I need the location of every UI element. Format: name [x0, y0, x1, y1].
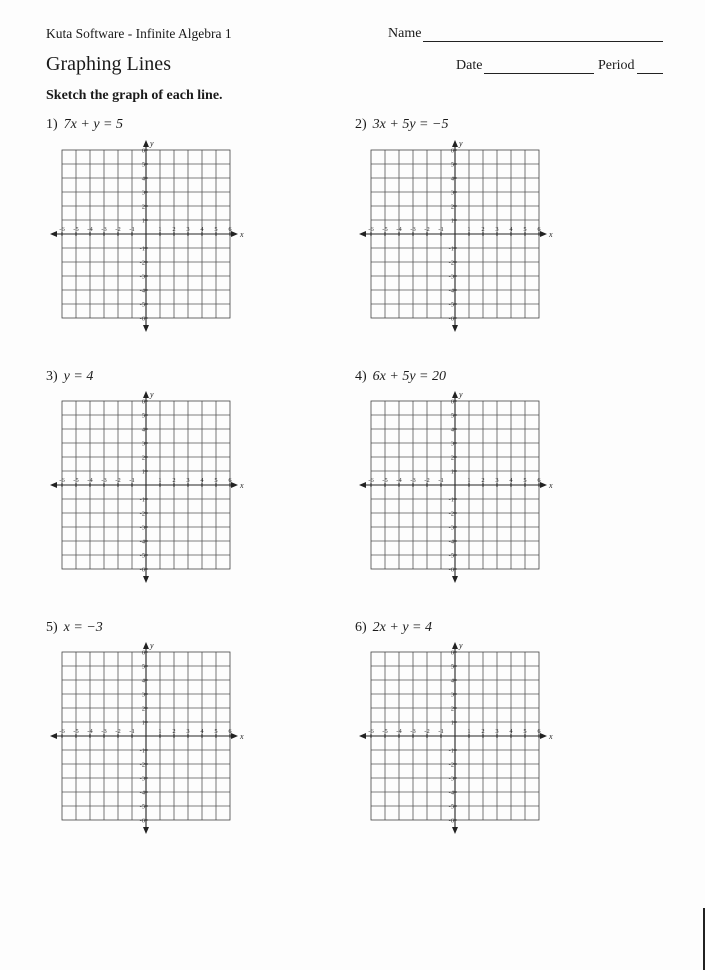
x-tick-label: -1: [438, 477, 444, 484]
x-axis-label: x: [549, 230, 553, 239]
x-tick-label: -5: [382, 477, 388, 484]
x-tick-label: 2: [481, 226, 485, 233]
x-tick-label: 1: [158, 477, 162, 484]
x-tick-label: -2: [424, 226, 430, 233]
x-tick-label: -4: [87, 226, 93, 233]
y-axis-arrow-up-icon: [452, 391, 458, 398]
y-tick-label: -6: [139, 817, 145, 825]
y-tick-label: -5: [448, 803, 454, 811]
x-tick-label: 4: [200, 226, 204, 233]
y-tick-label: 4: [141, 677, 145, 685]
y-tick-label: 6: [450, 398, 454, 406]
y-tick-label: 5: [450, 161, 454, 169]
coordinate-grid-5[interactable]: [46, 642, 246, 837]
problem-equation: 7x + y = 5: [63, 117, 123, 132]
x-axis-arrow-left-icon: [359, 733, 366, 739]
y-tick-label: -5: [139, 803, 145, 811]
x-tick-label: -2: [115, 226, 121, 233]
period-field[interactable]: [598, 58, 663, 74]
x-tick-label: 2: [172, 477, 176, 484]
y-tick-label: 4: [450, 677, 454, 685]
y-axis-label: y: [459, 139, 463, 148]
x-tick-label: -3: [101, 728, 107, 735]
x-axis-arrow-right-icon: [231, 733, 238, 739]
y-tick-label: -6: [448, 315, 454, 323]
x-axis-arrow-left-icon: [359, 482, 366, 488]
y-tick-label: -2: [139, 259, 145, 267]
date-field[interactable]: [456, 58, 594, 74]
x-tick-label: 4: [200, 477, 204, 484]
y-tick-label: -1: [448, 496, 454, 504]
y-tick-label: -3: [448, 775, 454, 783]
y-tick-label: -3: [139, 524, 145, 532]
x-tick-label: -4: [87, 477, 93, 484]
x-tick-label: 2: [172, 728, 176, 735]
problem-equation: 3x + 5y = −5: [372, 117, 449, 132]
y-tick-label: 3: [450, 440, 454, 448]
x-tick-label: 3: [186, 477, 190, 484]
y-tick-label: 5: [141, 412, 145, 420]
x-tick-label: 6: [228, 728, 232, 735]
software-name: Kuta Software - Infinite Algebra 1: [46, 26, 232, 41]
y-tick-label: -5: [448, 301, 454, 309]
x-axis-arrow-left-icon: [50, 733, 57, 739]
x-tick-label: -4: [396, 728, 402, 735]
x-tick-label: 5: [523, 728, 527, 735]
y-tick-label: 4: [141, 426, 145, 434]
x-axis-arrow-left-icon: [359, 231, 366, 237]
x-tick-label: -6: [59, 477, 65, 484]
x-tick-label: -5: [382, 226, 388, 233]
x-tick-label: 2: [481, 477, 485, 484]
problem-number: 6): [355, 620, 367, 635]
x-tick-label: -6: [368, 226, 374, 233]
x-axis-label: x: [549, 481, 553, 490]
x-tick-label: -3: [410, 728, 416, 735]
x-axis-label: x: [240, 230, 244, 239]
y-tick-label: -1: [448, 245, 454, 253]
x-tick-label: -4: [396, 477, 402, 484]
x-tick-label: 1: [467, 226, 471, 233]
y-axis-label: y: [459, 390, 463, 399]
x-tick-label: -3: [410, 226, 416, 233]
problem-equation: x = −3: [63, 620, 103, 635]
y-tick-label: -1: [139, 496, 145, 504]
x-tick-label: -2: [115, 728, 121, 735]
y-tick-label: 2: [450, 203, 454, 211]
x-tick-label: 2: [481, 728, 485, 735]
x-tick-label: 5: [214, 226, 218, 233]
y-tick-label: -1: [139, 747, 145, 755]
instructions: Sketch the graph of each line.: [46, 88, 223, 103]
x-tick-label: -1: [438, 226, 444, 233]
y-tick-label: -2: [448, 510, 454, 518]
y-tick-label: -1: [448, 747, 454, 755]
y-axis-arrow-down-icon: [143, 827, 149, 834]
y-tick-label: -5: [139, 552, 145, 560]
x-tick-label: 5: [214, 728, 218, 735]
name-field[interactable]: [388, 26, 663, 42]
x-tick-label: -6: [59, 226, 65, 233]
x-tick-label: 1: [158, 226, 162, 233]
y-tick-label: 2: [141, 203, 145, 211]
y-tick-label: -6: [139, 566, 145, 574]
problem-2-label: [355, 117, 448, 133]
x-tick-label: 3: [186, 226, 190, 233]
x-tick-label: 5: [523, 226, 527, 233]
x-axis-arrow-right-icon: [540, 733, 547, 739]
y-tick-label: 6: [141, 649, 145, 657]
y-axis-arrow-up-icon: [143, 140, 149, 147]
coordinate-grid-2[interactable]: [355, 140, 555, 335]
y-tick-label: 3: [450, 691, 454, 699]
x-tick-label: -6: [59, 728, 65, 735]
x-tick-label: -3: [410, 477, 416, 484]
y-tick-label: 4: [141, 175, 145, 183]
x-tick-label: -4: [87, 728, 93, 735]
x-tick-label: 6: [228, 477, 232, 484]
y-tick-label: 3: [141, 189, 145, 197]
y-axis-label: y: [150, 139, 154, 148]
coordinate-grid-4[interactable]: [355, 391, 555, 586]
date-label: Date: [456, 58, 483, 73]
problem-number: 1): [46, 117, 58, 132]
x-tick-label: -3: [101, 226, 107, 233]
x-tick-label: -5: [73, 477, 79, 484]
x-axis-label: x: [549, 732, 553, 741]
x-tick-label: 4: [200, 728, 204, 735]
y-tick-label: 6: [141, 147, 145, 155]
y-tick-label: -6: [139, 315, 145, 323]
x-tick-label: -1: [438, 728, 444, 735]
coordinate-grid-3[interactable]: [46, 391, 246, 586]
y-tick-label: 1: [450, 468, 454, 476]
coordinate-grid-6[interactable]: [355, 642, 555, 837]
x-tick-label: -2: [424, 477, 430, 484]
y-tick-label: 3: [450, 189, 454, 197]
x-tick-label: 2: [172, 226, 176, 233]
y-tick-label: -3: [139, 775, 145, 783]
x-tick-label: -1: [129, 226, 135, 233]
x-axis-arrow-left-icon: [50, 231, 57, 237]
problem-equation: 2x + y = 4: [372, 620, 432, 635]
y-tick-label: 4: [450, 426, 454, 434]
x-tick-label: -4: [396, 226, 402, 233]
problem-equation: 6x + 5y = 20: [372, 369, 446, 384]
x-tick-label: -3: [101, 477, 107, 484]
problem-3-label: [46, 369, 93, 385]
x-tick-label: -2: [115, 477, 121, 484]
x-tick-label: 3: [495, 477, 499, 484]
problem-number: 2): [355, 117, 367, 132]
y-tick-label: -3: [139, 273, 145, 281]
x-tick-label: 6: [537, 226, 541, 233]
y-axis-arrow-down-icon: [452, 325, 458, 332]
y-tick-label: 4: [450, 175, 454, 183]
y-tick-label: 3: [141, 440, 145, 448]
x-tick-label: -6: [368, 728, 374, 735]
x-tick-label: 3: [495, 728, 499, 735]
x-tick-label: -5: [382, 728, 388, 735]
y-tick-label: -2: [448, 761, 454, 769]
problem-4-label: [355, 369, 446, 385]
x-tick-label: 6: [537, 728, 541, 735]
y-axis-label: y: [150, 641, 154, 650]
y-tick-label: -4: [448, 287, 454, 295]
y-axis-label: y: [459, 641, 463, 650]
x-tick-label: -5: [73, 226, 79, 233]
y-tick-label: 5: [450, 412, 454, 420]
y-tick-label: -6: [448, 566, 454, 574]
x-tick-label: -2: [424, 728, 430, 735]
y-tick-label: -4: [448, 789, 454, 797]
y-tick-label: -6: [448, 817, 454, 825]
y-tick-label: 6: [141, 398, 145, 406]
x-axis-label: x: [240, 732, 244, 741]
y-tick-label: 1: [141, 719, 145, 727]
y-axis-arrow-up-icon: [143, 391, 149, 398]
y-tick-label: -4: [139, 789, 145, 797]
y-axis-arrow-up-icon: [452, 140, 458, 147]
worksheet-title: Graphing Lines: [46, 53, 171, 75]
y-axis-arrow-up-icon: [143, 642, 149, 649]
name-label: Name: [388, 26, 422, 41]
y-tick-label: 5: [141, 161, 145, 169]
x-axis-arrow-right-icon: [231, 482, 238, 488]
y-tick-label: 2: [450, 454, 454, 462]
problem-6-label: [355, 620, 432, 636]
y-tick-label: 2: [450, 705, 454, 713]
x-tick-label: 1: [467, 728, 471, 735]
y-axis-arrow-down-icon: [452, 827, 458, 834]
x-tick-label: 1: [158, 728, 162, 735]
problem-5-label: [46, 620, 103, 636]
y-tick-label: 1: [141, 217, 145, 225]
y-tick-label: -4: [139, 287, 145, 295]
problem-number: 5): [46, 620, 58, 635]
y-tick-label: 1: [450, 719, 454, 727]
y-tick-label: 2: [141, 705, 145, 713]
x-axis-arrow-right-icon: [231, 231, 238, 237]
y-tick-label: -4: [448, 538, 454, 546]
x-tick-label: 4: [509, 226, 513, 233]
y-tick-label: -2: [139, 761, 145, 769]
y-tick-label: -2: [448, 259, 454, 267]
date-line[interactable]: [484, 59, 594, 74]
problem-number: 3): [46, 369, 58, 384]
y-tick-label: -4: [139, 538, 145, 546]
x-axis-label: x: [240, 481, 244, 490]
x-tick-label: -1: [129, 477, 135, 484]
period-label: Period: [598, 58, 635, 73]
y-tick-label: 6: [450, 147, 454, 155]
problem-1-label: [46, 117, 123, 133]
period-line[interactable]: [637, 59, 663, 74]
x-axis-arrow-left-icon: [50, 482, 57, 488]
y-axis-arrow-down-icon: [452, 576, 458, 583]
y-tick-label: -5: [139, 301, 145, 309]
x-tick-label: 4: [509, 477, 513, 484]
y-tick-label: -5: [448, 552, 454, 560]
y-tick-label: 3: [141, 691, 145, 699]
x-tick-label: 1: [467, 477, 471, 484]
problem-number: 4): [355, 369, 367, 384]
x-tick-label: 5: [214, 477, 218, 484]
x-tick-label: 3: [186, 728, 190, 735]
y-tick-label: -3: [448, 524, 454, 532]
y-axis-arrow-down-icon: [143, 325, 149, 332]
y-tick-label: -3: [448, 273, 454, 281]
y-tick-label: 1: [450, 217, 454, 225]
x-tick-label: -6: [368, 477, 374, 484]
x-tick-label: 5: [523, 477, 527, 484]
x-tick-label: 3: [495, 226, 499, 233]
x-axis-arrow-right-icon: [540, 231, 547, 237]
x-tick-label: 6: [228, 226, 232, 233]
x-tick-label: 6: [537, 477, 541, 484]
problem-equation: y = 4: [63, 369, 94, 384]
y-tick-label: 5: [450, 663, 454, 671]
y-tick-label: -2: [139, 510, 145, 518]
y-tick-label: 1: [141, 468, 145, 476]
x-axis-arrow-right-icon: [540, 482, 547, 488]
y-axis-arrow-down-icon: [143, 576, 149, 583]
x-tick-label: 4: [509, 728, 513, 735]
y-axis-arrow-up-icon: [452, 642, 458, 649]
x-tick-label: -1: [129, 728, 135, 735]
y-tick-label: 2: [141, 454, 145, 462]
x-tick-label: -5: [73, 728, 79, 735]
name-line[interactable]: [423, 27, 663, 42]
y-tick-label: -1: [139, 245, 145, 253]
y-tick-label: 6: [450, 649, 454, 657]
y-axis-label: y: [150, 390, 154, 399]
coordinate-grid-1[interactable]: [46, 140, 246, 335]
y-tick-label: 5: [141, 663, 145, 671]
